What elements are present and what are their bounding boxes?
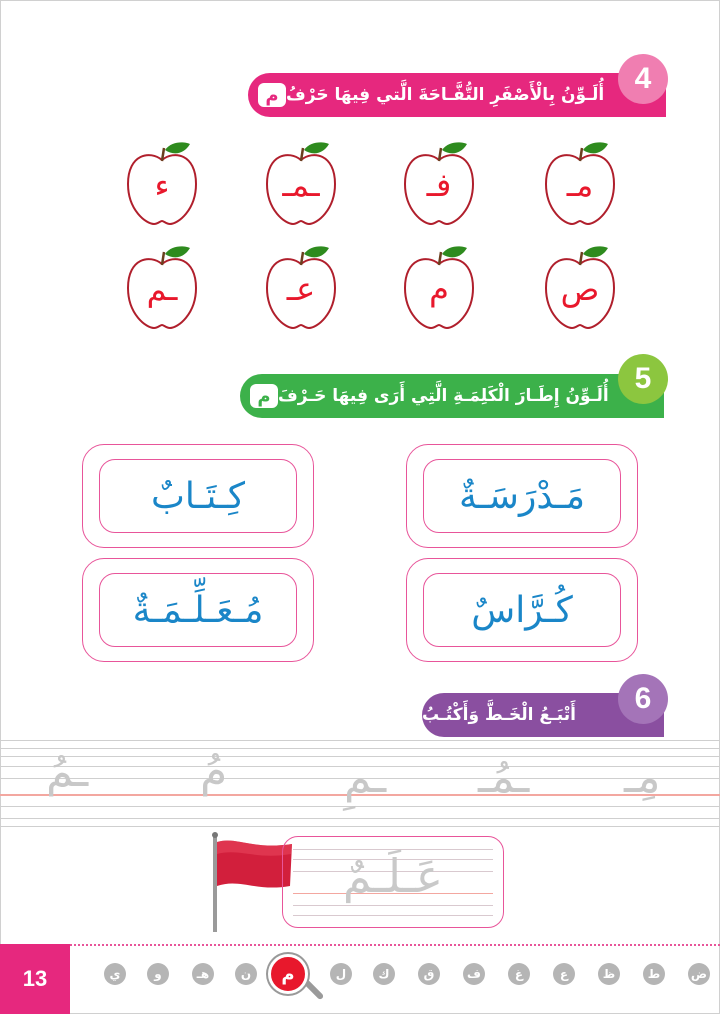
alphabet-letter: غ	[508, 963, 530, 985]
alphabet-letter: ل	[330, 963, 352, 985]
word-text: مَـدْرَسَـةٌ	[423, 459, 621, 533]
apple-letter: م	[429, 270, 449, 308]
section-5-number: 5	[618, 354, 668, 404]
flag-word-box[interactable]	[282, 836, 504, 928]
section-5-instruction: أُلَـوِّنُ إِطَـارَ الْكَلِمَـةِ الَّتِي أَرَى فِيهَا حَـرْفَ	[278, 386, 609, 406]
trace-letter-2[interactable]: ـمُـ	[478, 752, 530, 803]
apple-7[interactable]	[263, 244, 339, 330]
apple-2[interactable]	[401, 140, 477, 226]
alphabet-letter: ظ	[598, 963, 620, 985]
apple-letter: فـ	[426, 166, 452, 204]
word-card-4[interactable]	[82, 558, 314, 662]
word-text: كِـتَـابٌ	[99, 459, 297, 533]
word-text: مُـعَـلِّـمَـةٌ	[99, 573, 297, 647]
apple-5[interactable]	[542, 244, 618, 330]
alphabet-letter: ع	[553, 963, 575, 985]
apple-1[interactable]	[542, 140, 618, 226]
section-6-number: 6	[618, 674, 668, 724]
section-4-banner	[248, 73, 666, 117]
apple-letter: مـ	[566, 166, 594, 204]
trace-letter-5[interactable]: ـمُ	[46, 746, 89, 797]
alphabet-letter-active: م	[268, 954, 308, 994]
alphabet-letter: ض	[688, 963, 710, 985]
word-card-1[interactable]	[406, 444, 638, 548]
apple-letter: ـمـ	[282, 166, 320, 204]
page-number: 13	[0, 944, 70, 1014]
alphabet-letter: ي	[104, 963, 126, 985]
trace-letter-3[interactable]: ـمِ	[344, 752, 387, 803]
flag-word: عَـلَـمٌ	[342, 849, 444, 903]
apple-3[interactable]	[263, 140, 339, 226]
section-4-instruction: أُلَـوِّنُ بِالْأَصْفَرِ التُّفَّـاحَةَ الَّتي فِيهَا حَرْفُ	[286, 85, 605, 105]
alphabet-letter: ف	[463, 963, 485, 985]
word-text: كُـرَّاسٌ	[423, 573, 621, 647]
apple-letter: عـ	[286, 270, 316, 308]
alphabet-letter: ن	[235, 963, 257, 985]
apple-8[interactable]	[124, 244, 200, 330]
word-card-2[interactable]	[82, 444, 314, 548]
trace-letter-1[interactable]: مِـ	[624, 752, 661, 803]
section-4-number: 4	[618, 54, 668, 104]
alphabet-letter: و	[147, 963, 169, 985]
apple-letter: ء	[154, 166, 170, 204]
alphabet-letter: ك	[373, 963, 395, 985]
alphabet-letter: ق	[418, 963, 440, 985]
apple-letter: ـم	[146, 270, 178, 308]
word-card-3[interactable]	[406, 558, 638, 662]
section-6-instruction: أَتْبَـعُ الْخَـطَّ وَأَكْتُـبُ	[422, 705, 576, 725]
trace-letter-4[interactable]: مُ	[200, 746, 228, 797]
alphabet-letter: هـ	[192, 963, 214, 985]
apple-4[interactable]	[124, 140, 200, 226]
apple-6[interactable]	[401, 244, 477, 330]
alphabet-letter: ط	[643, 963, 665, 985]
section-5-banner	[240, 374, 664, 418]
apple-letter: ص	[560, 270, 600, 308]
section-5-letter-badge: م	[250, 384, 278, 408]
section-4-letter-badge: م	[258, 83, 286, 107]
footer-dotted-line	[70, 944, 720, 946]
